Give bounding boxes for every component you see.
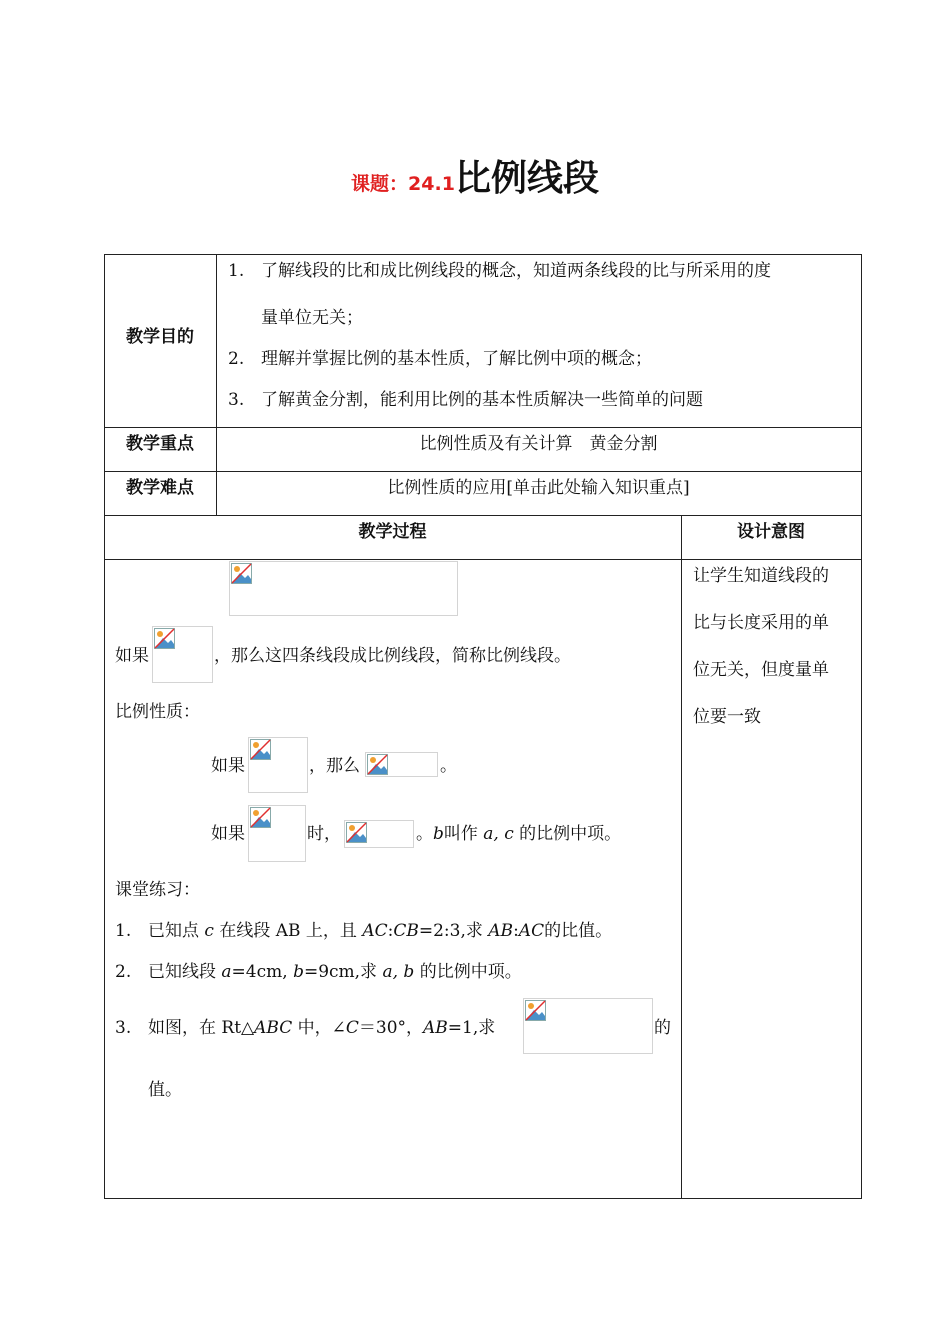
ex1-var: c	[204, 921, 214, 941]
difficulties-label: 教学难点	[126, 478, 194, 498]
objective-2-text: 理解并掌握比例的基本性质，了解比例中项的概念；	[261, 349, 652, 369]
prop2-mid: 叫作	[443, 824, 484, 844]
formula-image	[248, 805, 306, 862]
formula-image	[229, 561, 458, 616]
intent-line-1: 让学生知道线段的	[693, 566, 829, 586]
image-placeholder-icon	[346, 822, 367, 843]
table-border	[104, 1198, 862, 1199]
exercise-3-tail: 的	[654, 1018, 671, 1038]
table-border	[104, 515, 862, 516]
table-border	[104, 559, 862, 560]
ex1-var: CB	[393, 921, 419, 941]
key-points-label: 教学重点	[126, 434, 194, 454]
table-border	[104, 471, 862, 472]
title-main: 比例线段	[454, 158, 599, 199]
ex1-part: :	[513, 921, 519, 941]
ex3-part: ＝30°，	[358, 1018, 424, 1038]
ex1-part: :	[387, 921, 394, 941]
var-ac: a, c	[483, 824, 514, 844]
exercise-1-text	[148, 920, 612, 942]
ex1-part: 已知点	[148, 921, 205, 941]
formula-image	[344, 820, 414, 848]
table-border	[104, 254, 105, 1199]
ex3-var: C	[345, 1018, 359, 1038]
prop1-end: 。	[440, 756, 457, 776]
prop2-when: 时，	[307, 824, 341, 844]
formula-image	[523, 998, 653, 1054]
table-border	[104, 427, 862, 428]
ex2-var: a, b	[382, 962, 415, 982]
objectives-label: 教学目的	[126, 327, 194, 347]
image-placeholder-icon	[231, 563, 252, 584]
definition-text: ，那么这四条线段成比例线段，简称比例线段。	[214, 646, 571, 666]
property-label: 比例性质：	[115, 702, 200, 722]
ex1-part: 的比值。	[544, 921, 613, 941]
ex1-var: AB	[488, 921, 514, 941]
ex1-part: =2:3,求	[418, 921, 489, 941]
prop2-tail: 的比例中项。	[513, 824, 622, 844]
image-placeholder-icon	[250, 807, 271, 828]
objective-1-num: 1.	[228, 261, 245, 281]
exercise-3-num: 3.	[115, 1018, 132, 1038]
ex3-part: 中，∠	[292, 1018, 346, 1038]
objective-3-text: 了解黄金分割，能利用比例的基本性质解决一些简单的问题	[261, 390, 703, 410]
formula-image	[248, 737, 308, 793]
ex2-part: =4cm,	[231, 962, 294, 982]
formula-image	[365, 752, 438, 777]
prop1-then: ，那么	[309, 756, 360, 776]
ex2-part: 的比例中项。	[414, 962, 522, 982]
table-border	[861, 254, 862, 1199]
image-placeholder-icon	[154, 628, 175, 649]
ex1-var: AC	[518, 921, 545, 941]
exercise-2-text	[148, 961, 522, 983]
objective-1-line2: 量单位无关；	[261, 308, 363, 328]
image-placeholder-icon	[525, 1000, 546, 1021]
prop2-description: 。b叫作 a, c 的比例中项。	[416, 824, 622, 844]
intent-line-3: 位无关，但度量单	[693, 660, 829, 680]
image-placeholder-icon	[250, 739, 271, 760]
ex3-var: ABC	[254, 1018, 293, 1038]
intent-line-2: 比与长度采用的单	[693, 613, 829, 633]
prop2-if: 如果	[211, 824, 245, 844]
ex2-var: b	[293, 962, 304, 982]
exercise-label: 课堂练习：	[115, 880, 200, 900]
intent-header: 设计意图	[737, 522, 805, 542]
ex3-var: AB	[423, 1018, 448, 1038]
formula-image	[152, 626, 213, 683]
exercise-1-num: 1.	[115, 921, 132, 941]
process-header: 教学过程	[358, 522, 427, 542]
prop1-if: 如果	[211, 756, 245, 776]
ex1-part: 在线段 AB 上，且	[213, 921, 363, 941]
var-b: b	[433, 824, 444, 844]
title-prefix: 课题：24.1	[351, 173, 455, 195]
ex2-part: 已知线段	[148, 962, 222, 982]
table-border	[681, 515, 682, 1199]
difficulties-value: 比例性质的应用[单击此处输入知识重点]	[387, 478, 690, 498]
page-title	[0, 150, 950, 201]
ex3-part: 如图，在 Rt△	[148, 1018, 255, 1038]
objective-2-num: 2.	[228, 349, 245, 369]
ex3-part: =1,求	[447, 1018, 496, 1038]
definition-prefix: 如果	[115, 646, 149, 666]
objective-3-num: 3.	[228, 390, 245, 410]
intent-line-4: 位要一致	[693, 707, 761, 727]
ex1-var: AC	[362, 921, 388, 941]
image-placeholder-icon	[367, 754, 388, 775]
exercise-3-line2: 值。	[148, 1080, 182, 1100]
exercise-3-text	[148, 1017, 495, 1039]
key-points-value: 比例性质及有关计算 黄金分割	[419, 434, 658, 454]
ex2-part: =9cm,求	[303, 962, 383, 982]
exercise-2-num: 2.	[115, 962, 132, 982]
table-border	[104, 254, 862, 255]
objective-1-line1: 了解线段的比和成比例线段的概念，知道两条线段的比与所采用的度	[261, 261, 771, 281]
ex2-var: a	[221, 962, 232, 982]
